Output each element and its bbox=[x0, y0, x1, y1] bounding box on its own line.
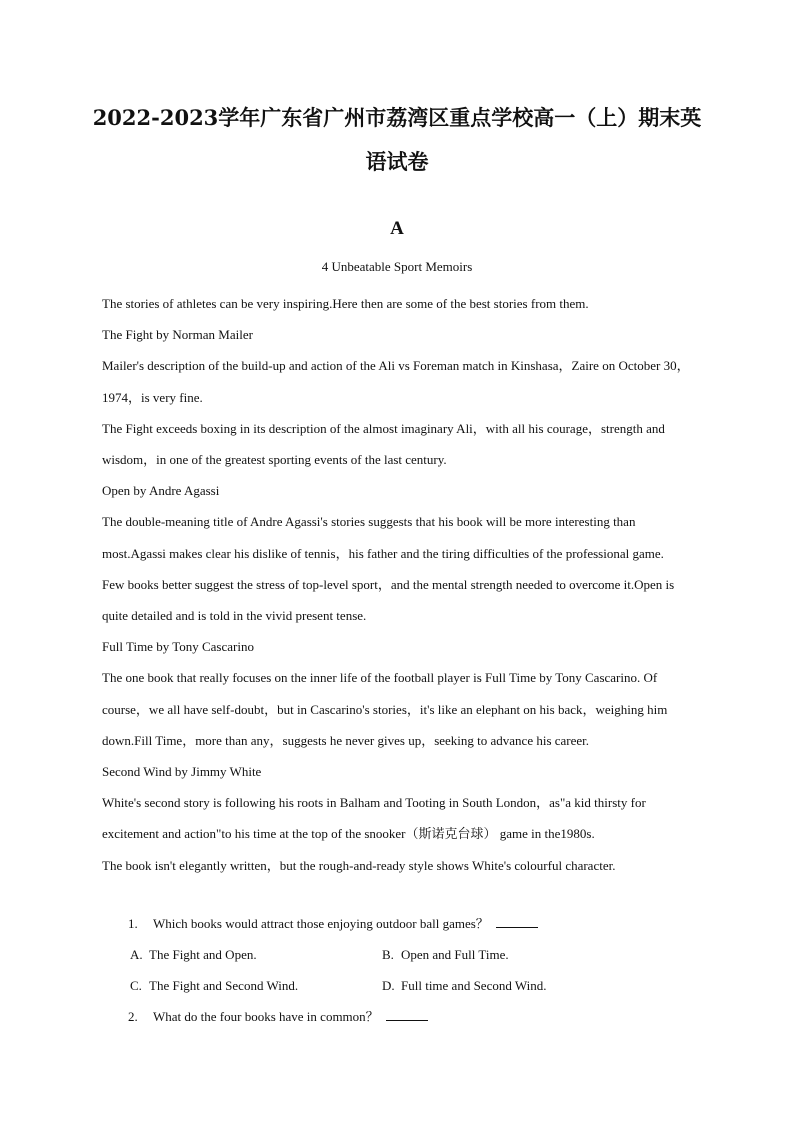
book-heading-full-time: Full Time by Tony Cascarino bbox=[102, 639, 254, 655]
exam-title bbox=[60, 96, 734, 184]
option-text: Open and Full Time. bbox=[401, 947, 509, 962]
option-text: Full time and Second Wind. bbox=[401, 978, 547, 993]
paragraph-fight-2: The Fight exceeds boxing in its description of the almost imaginary Ali，with all his courage，strength and wisdom，in one of the greatest sporting events of the last century. bbox=[102, 420, 665, 468]
paragraph-intro: The stories of athletes can be very inspiring.Here then are some of the best stories from them. bbox=[102, 296, 589, 311]
passage-body bbox=[102, 288, 697, 881]
book-heading-fight: The Fight by Norman Mailer bbox=[102, 327, 253, 343]
question-text: Which books would attract those enjoying outdoor ball games？ bbox=[153, 916, 489, 931]
paragraph-open-1: The double-meaning title of Andre Agassi's stories suggests that his book will be more interesting than most.Agassi makes clear his dislike of tennis，his father and the tiring difficulties of the professional game. bbox=[102, 514, 664, 561]
passage-title: 4 Unbeatable Sport Memoirs bbox=[321, 259, 473, 274]
paragraph-second-wind-1: White's second story is following his roots in Balham and Tooting in South London，as"a kid thirsty for excitement and action"to his time at the top of the snooker（斯诺克台球） game in the1980s. bbox=[102, 795, 646, 842]
book-heading-second-wind: Second Wind by Jimmy White bbox=[102, 764, 262, 780]
option-text: The Fight and Open. bbox=[149, 947, 257, 962]
exam-title-line-2: 语试卷 bbox=[365, 149, 429, 174]
exam-title-line-1: 2022-2023学年广东省广州市荔湾区重点学校高一（上）期末英 bbox=[92, 105, 702, 130]
question-1 bbox=[128, 908, 538, 939]
option-letter: D. bbox=[382, 978, 395, 993]
paragraph-open-2: Few books better suggest the stress of top-level sport，and the mental strength needed to overcome it.Open is quite detailed and is told in the vivid present tense. bbox=[102, 576, 675, 624]
option-letter: A. bbox=[130, 947, 143, 962]
section-heading: A bbox=[390, 218, 404, 239]
paragraph-second-wind-2: The book isn't elegantly written，but the rough-and-ready style shows White's colourful character. bbox=[102, 857, 616, 873]
question-number: 2. bbox=[128, 1009, 138, 1024]
paragraph-full-time: The one book that really focuses on the inner life of the football player is Full Time by Tony Cascarino. Of course，we all have self-doubt，but in Cascarino's stories，it's like an elephant on his back，weighing him down.Fill Time，more than any，suggests he never gives up，seeking to advance his career. bbox=[102, 670, 668, 748]
option-c[interactable] bbox=[130, 970, 298, 1001]
question-text: What do the four books have in common？ bbox=[153, 1009, 379, 1024]
option-letter: B. bbox=[382, 947, 394, 962]
question-2 bbox=[128, 1001, 428, 1032]
book-heading-open: Open by Andre Agassi bbox=[102, 483, 220, 499]
option-b[interactable] bbox=[382, 939, 509, 970]
option-text: The Fight and Second Wind. bbox=[149, 978, 299, 993]
option-letter: C. bbox=[130, 978, 142, 993]
option-a[interactable] bbox=[130, 939, 257, 970]
answer-blank[interactable] bbox=[386, 1008, 428, 1021]
question-number: 1. bbox=[128, 916, 138, 931]
answer-blank[interactable] bbox=[496, 915, 538, 928]
option-d[interactable] bbox=[382, 970, 546, 1001]
paragraph-fight-1: Mailer's description of the build-up and action of the Ali vs Foreman match in Kinshasa，Zaire on October 30，1974，is very fine. bbox=[102, 358, 690, 405]
